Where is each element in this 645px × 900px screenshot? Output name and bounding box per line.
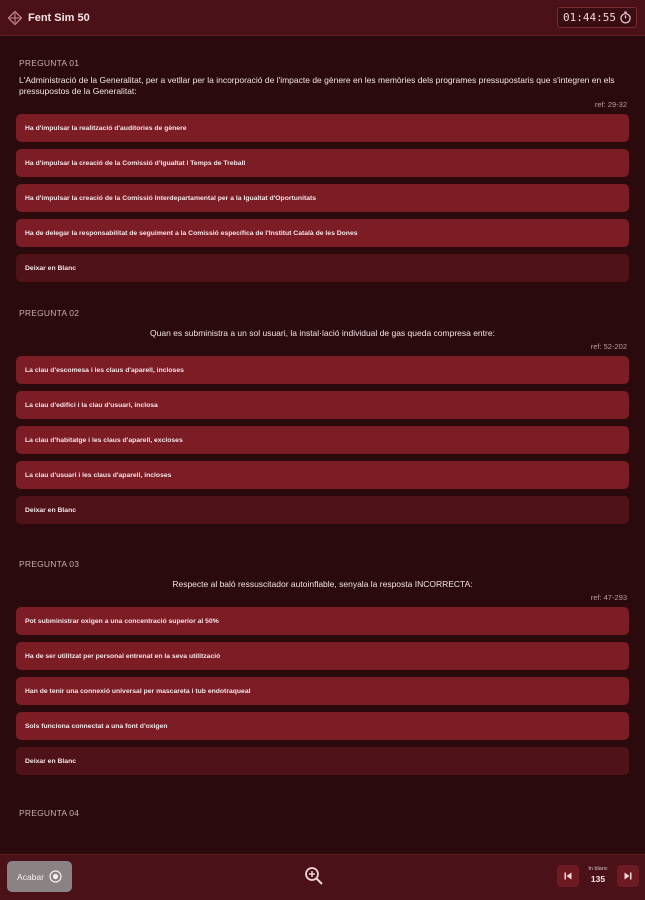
leave-blank-option[interactable]: Deixar en Blanc — [16, 254, 629, 282]
question-text: Quan es subministra a un sol usuari, la instal·lació individual de gas queda compresa entre: — [150, 328, 495, 338]
answer-option[interactable]: Han de tenir una connexió universal per mascareta i tub endotraqueal — [16, 677, 629, 705]
skip-next-button[interactable] — [617, 865, 639, 887]
question-number: PREGUNTA 04 — [19, 808, 80, 818]
counter-label: In blanc — [588, 866, 608, 872]
stopwatch-icon — [619, 11, 632, 24]
answer-option[interactable]: Pot subministrar oxigen a una concentració superior al 50% — [16, 607, 629, 635]
skip-previous-button[interactable] — [557, 865, 579, 887]
question-ref: ref: 47-293 — [590, 593, 627, 602]
question-text: Respecte al baló ressuscitador autoinflable, senyala la resposta INCORRECTA: — [172, 579, 473, 589]
answer-option[interactable]: La clau d'escomesa i les claus d'aparell, incloses — [16, 356, 629, 384]
top-bar — [0, 0, 645, 36]
answer-option[interactable]: Ha d'impulsar la realització d'auditories de gènere — [16, 114, 629, 142]
question-text: L'Administració de la Generalitat, per a vetllar per la incorporació de l'impacte de gènere en les memòries dels programes pressupostaris que s'integren en els pressupostos de la Generalitat: — [19, 75, 615, 96]
timer-text: 01:44:55 — [563, 11, 616, 24]
answer-options — [16, 607, 629, 775]
question-number: PREGUNTA 03 — [19, 559, 80, 569]
leave-blank-option[interactable]: Deixar en Blanc — [16, 747, 629, 775]
timer[interactable] — [557, 7, 637, 28]
counter-value: 135 — [590, 874, 606, 884]
blank-counter — [583, 866, 613, 884]
skip-next-icon — [623, 871, 633, 881]
app-title: Fent Sim 50 — [28, 11, 90, 24]
question-number: PREGUNTA 01 — [19, 58, 80, 68]
answer-option[interactable]: La clau d'usuari i les claus d'aparell, incloses — [16, 461, 629, 489]
question-3 — [16, 559, 629, 775]
stop-circle-icon — [49, 870, 62, 883]
bottom-bar — [0, 854, 645, 900]
skip-previous-icon — [563, 871, 573, 881]
answer-option[interactable]: Ha d'impulsar la creació de la Comissió d'Igualtat i Temps de Treball — [16, 149, 629, 177]
app-logo-icon — [8, 11, 22, 25]
question-1 — [16, 58, 629, 282]
answer-option[interactable]: Ha de ser utilitzat per personal entrenat en la seva utilització — [16, 642, 629, 670]
question-number: PREGUNTA 02 — [19, 308, 80, 318]
answer-option[interactable]: Sols funciona connectat a una font d'oxigen — [16, 712, 629, 740]
leave-blank-option[interactable]: Deixar en Blanc — [16, 496, 629, 524]
answer-option[interactable]: La clau d'edifici i la clau d'usuari, inclosa — [16, 391, 629, 419]
question-ref: ref: 29-32 — [594, 100, 627, 109]
finish-label: Acabar — [17, 871, 44, 882]
questions-list[interactable] — [0, 36, 645, 854]
finish-button[interactable] — [7, 861, 72, 892]
answer-option[interactable]: Ha d'impulsar la creació de la Comissió Interdepartamental per a la Igualtat d'Oportunitats — [16, 184, 629, 212]
answer-option[interactable]: Ha de delegar la responsabilitat de seguiment a la Comissió específica de l'Institut Català de les Dones — [16, 219, 629, 247]
zoom-in-icon[interactable] — [304, 866, 324, 886]
question-ref: ref: 52-202 — [590, 342, 627, 351]
question-2 — [16, 308, 629, 524]
question-4 — [16, 808, 629, 818]
answer-option[interactable]: La clau d'habitatge i les claus d'aparell, excloses — [16, 426, 629, 454]
answer-options — [16, 114, 629, 282]
answer-options — [16, 356, 629, 524]
